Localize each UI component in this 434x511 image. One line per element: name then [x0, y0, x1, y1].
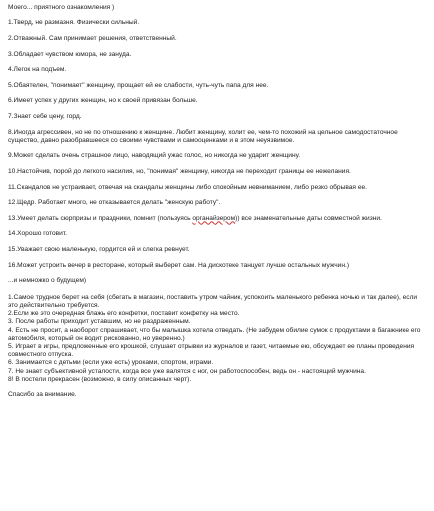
trait-item-3: 3.Обладает чувством юмора, не зануда.	[8, 50, 132, 58]
trait-item-16: 16.Может устроить вечер в ресторане, который выберет сам. На дискотеке танцует лучше остальных мужчин.)	[8, 261, 350, 269]
future-list	[8, 294, 428, 384]
misspelled-word[interactable]: органайзером	[192, 214, 236, 222]
future-item-7: 7. Не знает субъективной усталости, когда все уже валятся с ног, он работоспособен, ведь он - настоящий мужчина.	[8, 367, 366, 375]
trait-item-6: 6.Имеет успех у других женщин, но к своей привязан больше.	[8, 97, 198, 105]
trait-item-8: 8.Иногда агрессивен, но не по отношению к женщине. Любит женщину, холит ее, чем-то похожий на цельное самодостаточное существо, давно разобравшееся со своими чувствами и самооценками и в этом неуязвимое.	[8, 128, 398, 144]
trait-item-15: 15.Уважает свою маленькую, гордится ей и слегка ревнует.	[8, 245, 190, 253]
intro-text: Моего... приятного ознакомления )	[8, 4, 115, 11]
trait-item-9: 9.Может сделать очень страшное лицо, наводящий ужас голос, но никогда не ударит женщину.	[8, 152, 301, 160]
future-item-1: 1.Самое трудное берет на себя (сбегать в магазин, поставить утром чайник, успокоить маленького ребенка ночью и так далее), если это действительно требуется.	[8, 293, 418, 309]
future-item-2: 2.Если же это очередная блажь его конфетки, поставит конфетку на место.	[8, 310, 240, 318]
trait-item-13-start: 13.Умеет делать сюрпризы и праздники, помнит (пользуясь	[8, 214, 193, 222]
trait-item-2: 2.Отважный. Сам принимает решения, ответственный.	[8, 34, 177, 42]
future-item-8: 8! В постели прекрасен (возможно, в силу описанных черт).	[8, 375, 192, 383]
trait-item-12: 12.Щедр. Работает много, не отказывается делать "женскую работу".	[8, 199, 221, 207]
future-item-4: 4. Есть не просит, а наоборот спрашивает, что бы малышка хотела отведать. (Не забудем обилие сумок с продуктами в багажнике его автомобиля, который он водит рискованно, но уверенно.)	[8, 326, 421, 342]
trait-item-14: 14.Хорошо готовит.	[8, 230, 67, 238]
document-body	[8, 4, 428, 399]
future-item-3: 3. После работы приходит уставшим, но не раздраженным.	[8, 318, 191, 326]
trait-item-13-end: )) все знаменательные даты совместной жизни.	[235, 214, 382, 222]
trait-item-10: 10.Настойчив, порой до легкого насилия, но, "понимая" женщину, никогда не переходит границы ее нежелания.	[8, 167, 351, 175]
future-heading: ...и немножко о будущем)	[8, 277, 87, 285]
trait-item-7: 7.Знает себе цену, горд.	[8, 112, 82, 120]
trait-item-4: 4.Легок на подъем.	[8, 66, 67, 74]
trait-item-5: 5.Обаятелен, "понимает" женщину, прощает ей ее слабости, чуть-чуть папа для нее.	[8, 81, 269, 89]
trait-item-1: 1.Тверд, не размазня. Физически сильный.	[8, 19, 140, 27]
future-item-5: 5. Играет в игры, предложенные его крошкой, слушает отрывки из журналов и газет, читаемые ею, обсуждает ее планы проведения совместного отпуска.	[8, 342, 415, 359]
trait-item-13	[8, 215, 428, 223]
closing-text: Спасибо за внимание.	[8, 391, 77, 399]
future-item-6: 6. Занимается с детьми (если уже есть) уроками, спортом, играми.	[8, 359, 214, 367]
trait-item-11: 11.Скандалов не устраивает, отвечая на скандалы женщины либо спокойным невниманием, либо резко обрывая ее.	[8, 183, 367, 191]
